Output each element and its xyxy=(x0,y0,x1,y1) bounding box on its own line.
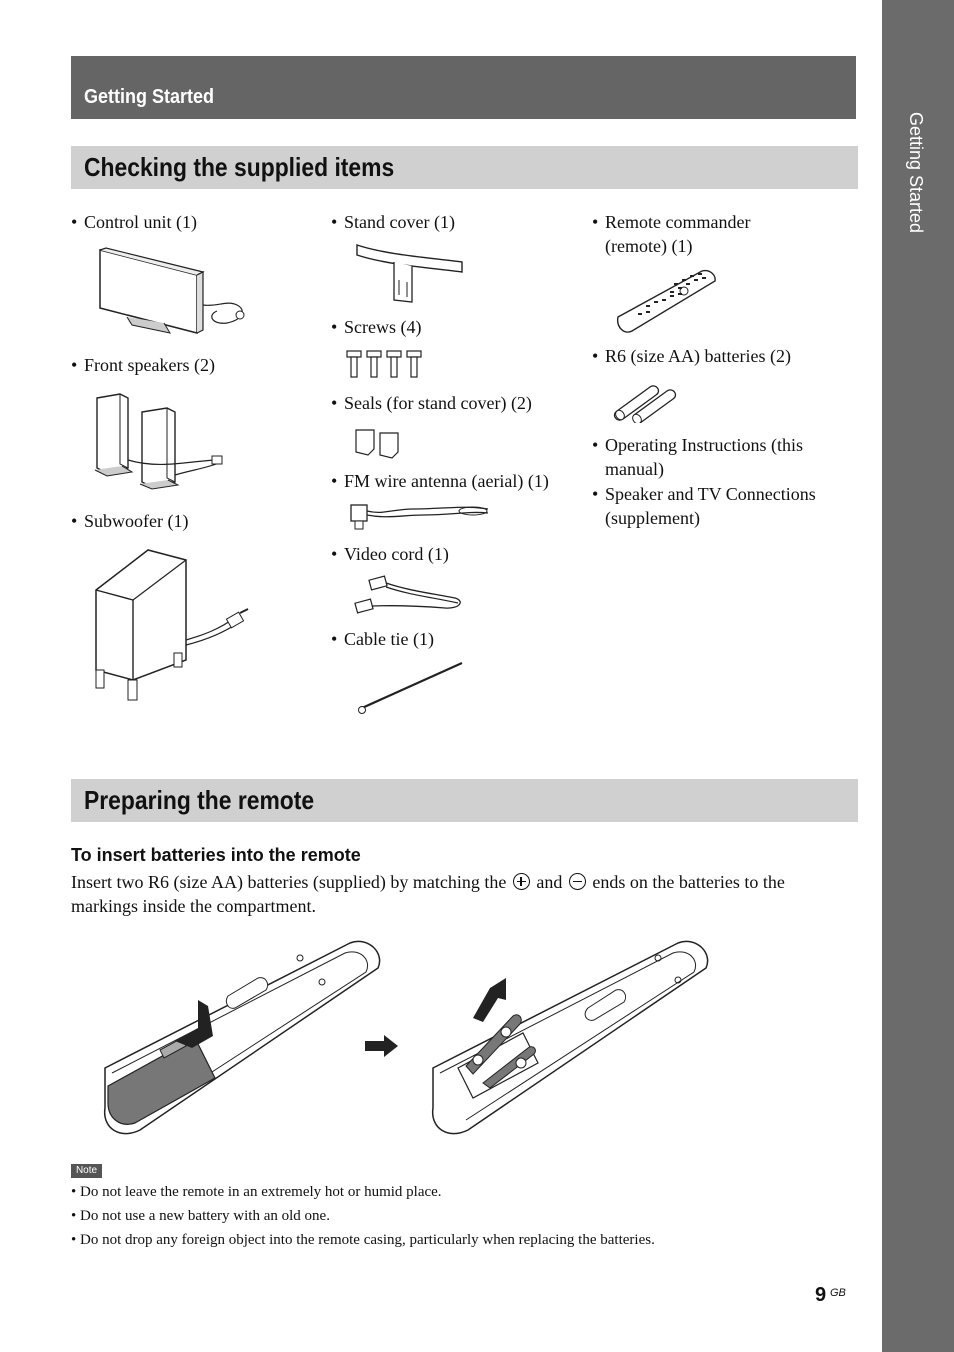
item-front-speakers: • Front speakers (2) xyxy=(71,355,215,375)
item-batteries: • R6 (size AA) batteries (2) xyxy=(592,346,791,366)
plus-symbol-icon xyxy=(513,873,530,890)
item-remote-commander: • Remote commander (remote) (1) xyxy=(592,212,751,256)
item-cable-tie: • Cable tie (1) xyxy=(331,629,434,649)
item-speaker-tv-connections: • Speaker and TV Connections (supplement) xyxy=(592,484,816,528)
video-cord-illustration xyxy=(350,573,470,618)
item-seals: • Seals (for stand cover) (2) xyxy=(331,393,532,413)
screws-illustration xyxy=(343,349,433,381)
remote-open-illustration xyxy=(100,938,390,1138)
item-control-unit: • Control unit (1) xyxy=(71,212,197,232)
remote-commander-illustration xyxy=(612,265,722,337)
insert-batteries-subheading: To insert batteries into the remote xyxy=(71,845,361,865)
note-badge: Note xyxy=(71,1164,102,1178)
side-tab-label: Getting Started xyxy=(906,112,926,234)
fm-antenna-illustration xyxy=(343,495,493,535)
page-number-suffix: GB xyxy=(830,1287,846,1299)
insert-batteries-instructions: Insert two R6 (size AA) batteries (supplied) by matching the and ends on the batteries to the markings inside the compartment. xyxy=(71,872,785,916)
page-number: 9 xyxy=(815,1284,827,1306)
item-operating-instructions: • Operating Instructions (this manual) xyxy=(592,435,803,479)
preparing-title: Preparing the remote xyxy=(84,785,315,815)
batteries-illustration xyxy=(612,383,682,423)
subwoofer-illustration xyxy=(88,545,253,705)
note-item: • Do not use a new battery with an old one. xyxy=(71,1208,330,1224)
note-item: • Do not drop any foreign object into the remote casing, particularly when replacing the batteries. xyxy=(71,1232,655,1248)
section-header-title: Getting Started xyxy=(84,86,215,108)
minus-symbol-icon xyxy=(569,873,586,890)
item-screws: • Screws (4) xyxy=(331,317,422,337)
seals-illustration xyxy=(352,427,407,461)
note-item: • Do not leave the remote in an extremely hot or humid place. xyxy=(71,1184,442,1200)
remote-batteries-inserted-illustration xyxy=(428,938,718,1138)
control-unit-illustration xyxy=(92,245,252,340)
item-fm-antenna: • FM wire antenna (aerial) (1) xyxy=(331,471,549,491)
item-subwoofer: • Subwoofer (1) xyxy=(71,511,189,531)
item-video-cord: • Video cord (1) xyxy=(331,544,449,564)
item-stand-cover: • Stand cover (1) xyxy=(331,212,455,232)
checking-title: Checking the supplied items xyxy=(84,152,395,182)
cable-tie-illustration xyxy=(352,658,467,718)
front-speakers-illustration xyxy=(92,390,227,490)
stand-cover-illustration xyxy=(352,240,467,305)
arrow-right-icon xyxy=(362,1034,402,1058)
